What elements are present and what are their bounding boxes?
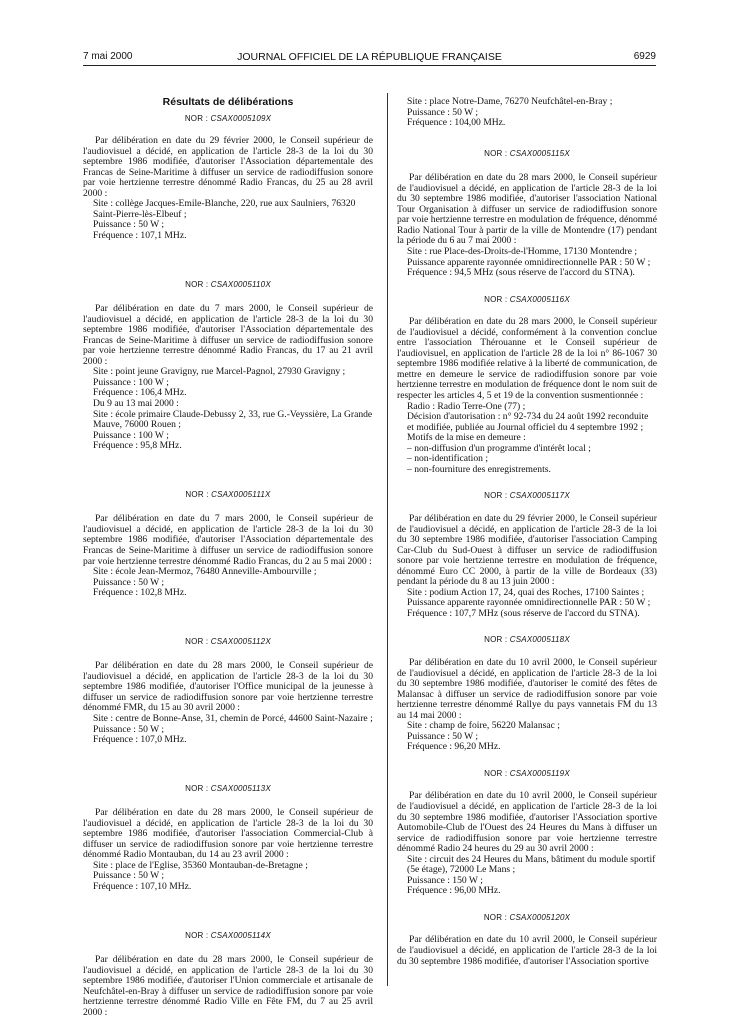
deliberation-entry <box>83 490 373 599</box>
entry-site: Site : circuit des 24 Heures du Mans, bâtiment du module sportif (5e étage), 72000 Le Mans ; <box>407 853 656 876</box>
entry-body: Par délibération en date du 10 avril 2000, le Conseil supérieur de l'audiovisuel a décidé, en application de l'article 28-3 de la loi du 30 septembre 1986 modifiée, d'autoriser le comité des fêtes de Malansac à diffuser un service de radiodiffusion sonore par voie hertzienne terrestre dénommé Rallye du pays vannetais FM du 13 au 14 mai 2000 : <box>397 656 657 721</box>
nor-reference: NOR : CSAX0005117X <box>484 491 570 501</box>
left-column <box>83 97 373 1018</box>
header-rule <box>83 65 656 66</box>
entry-power: Puissance apparente rayonnée omnidirectionnelle PAR : 50 W ; <box>407 256 651 268</box>
deliberation-entry <box>397 149 657 279</box>
entry-power: Puissance : 50 W ; <box>93 870 165 882</box>
entry-site: Site : centre de Bonne-Anse, 31, chemin de Porcé, 44600 Saint-Nazaire ; <box>93 712 373 724</box>
entry-body: Par délibération en date du 7 mars 2000, le Conseil supérieur de l'audiovisuel a décidé, en application de l'article 28-3 de la loi du 30 septembre 1986 modifiée, d'autoriser l'Association départementale des Francas de Seine-Maritime à diffuser un service de radiodiffusion sonore par voie hertzienne terrestre dénommé Radio Francas, du 17 au 21 avril 2000 : <box>83 303 373 367</box>
deliberation-entry <box>83 784 373 893</box>
column-divider <box>387 93 388 986</box>
page-header <box>83 51 656 65</box>
motive-item: – non-identification ; <box>407 453 488 465</box>
nor-reference: NOR : CSAX0005120X <box>483 912 571 922</box>
entry-body: Par délibération en date du 28 mars 2000, le Conseil supérieur de l'audiovisuel a décidé, en application de l'article 28-3 de la loi du 30 septembre 1986 modifiée, d'autoriser l'association National Tour Organisation à diffuser un service de radiodiffusion sonore par voie hertzienne terrestre en modulation de fréquence, dénommé Radio National Tour à partir de la ville de Montendre (17) pendant la période du 6 au 7 mai 2000 : <box>397 172 657 247</box>
deliberation-entry <box>83 114 373 242</box>
entry-radio: Radio : Radio Terre-One (77) ; <box>407 400 526 412</box>
entry-site: Site : podium Action 17, 24, quai des Roches, 17100 Saintes ; <box>407 586 645 598</box>
entry-site: Site : rue Place-des-Droits-de-l'Homme, 17130 Montendre ; <box>407 246 638 258</box>
nor-reference: NOR : CSAX0005114X <box>185 930 271 940</box>
nor-reference: NOR : CSAX0005119X <box>484 768 570 778</box>
page-number: 6929 <box>633 51 656 62</box>
entry-frequency: Fréquence : 107,1 MHz. <box>93 230 187 242</box>
entry-body: Par délibération en date du 28 mars 2000, le Conseil supérieur de l'audiovisuel a décidé, en application de l'article 28-3 de la loi du 30 septembre 1986 modifiée, d'autoriser l'association Commercial-Club à diffuser un service de radiodiffusion sonore par voie hertzienne terrestre dénommé Radio Montauban, du 14 au 23 avril 2000 : <box>83 807 373 861</box>
right-column <box>397 97 657 967</box>
nor-reference: NOR : CSAX0005111X <box>185 489 271 499</box>
entry-power: Puissance : 50 W ; <box>407 730 479 742</box>
entry-body: Par délibération en date du 10 avril 2000, le Conseil supérieur de l'audiovisuel a décidé, en application de l'article 28-3 de la loi du 30 septembre 1986 modifiée, d'autoriser l'Association sportive Automobile-Club de l'Ouest des 24 Heures du Mans à diffuser un service de radiodiffusion sonore par voie hertzienne terrestre dénommé Radio 24 heures du 29 au 30 avril 2000 : <box>397 790 657 855</box>
nor-reference: NOR : CSAX0005109X <box>184 113 272 123</box>
entry-power: Puissance : 150 W ; <box>407 874 483 886</box>
entry-frequency: Fréquence : 104,00 MHz. <box>407 117 506 129</box>
deliberation-entry <box>397 295 657 476</box>
entry-body: Par délibération en date du 28 mars 2000, le Conseil supérieur de l'audiovisuel a décidé, conformément à la convention conclue entre l'association Thérouanne et le Conseil supérieur de l'audiovisuel, en application de l'article 28 de la loi n° 86-1067 30 septembre 1986 modifiée relative à la liberté de communication, de mettre en demeure le service de radiodiffusion sonore par voie hertzienne terrestre en modulation de fréquence dont le nom suit de respecter les articles 4, 5 et 19 de la convention susmentionnée : <box>397 316 657 402</box>
entry-power: Puissance apparente rayonnée omnidirectionnelle PAR : 50 W ; <box>407 597 651 609</box>
entry-body: Par délibération en date du 7 mars 2000, le Conseil supérieur de l'audiovisuel a décidé, en application de l'article 28-3 de la loi du 30 septembre 1986 modifiée, d'autoriser l'Association départementale des Francas de Seine-Maritime à diffuser un service de radiodiffusion sonore par voie hertzienne terrestre dénommé Radio Francas, du 2 au 5 mai 2000 : <box>83 513 373 567</box>
entry-power: Puissance : 100 W ; <box>93 376 169 388</box>
nor-reference: NOR : CSAX0005116X <box>484 294 570 304</box>
issue-date: 7 mai 2000 <box>83 51 133 62</box>
deliberation-entry <box>397 769 657 897</box>
deliberation-entry <box>83 637 373 746</box>
entry-frequency: Fréquence : 96,00 MHz. <box>407 885 501 897</box>
entry-frequency: Fréquence : 95,8 MHz. <box>93 440 182 452</box>
entry-power: Puissance : 50 W ; <box>407 106 479 118</box>
nor-reference: NOR : CSAX0005118X <box>484 635 570 645</box>
entry-site: Site : école Jean-Mermoz, 76480 Anneville-Ambourville ; <box>93 566 317 578</box>
entry-frequency: Fréquence : 107,10 MHz. <box>93 880 192 892</box>
entry-frequency: Fréquence : 106,4 MHz. <box>93 387 187 399</box>
entry-site: Site : champ de foire, 56220 Malansac ; <box>407 720 560 732</box>
entry-frequency: Fréquence : 107,0 MHz. <box>93 734 187 746</box>
deliberation-entry <box>397 913 657 967</box>
entry-site: Site : place Notre-Dame, 76270 Neufchâtel-en-Bray ; <box>407 96 613 107</box>
entry-period: Du 9 au 13 mai 2000 : <box>93 398 179 410</box>
entry-body: Par délibération en date du 29 février 2000, le Conseil supérieur de l'audiovisuel a décidé, en application de l'article 28-3 de la loi du 30 septembre 1986 modifiée, d'autoriser l'association Camping Car-Club du Sud-Ouest à diffuser un service de radiodiffusion sonore par voie hertzienne terrestre en modulation de fréquence, dénommé Euro CC 2000, à partir de la ville de Bordeaux (33) pendant la période du 8 au 13 juin 2000 : <box>397 512 657 588</box>
entry-body: Par délibération en date du 28 mars 2000, le Conseil supérieur de l'audiovisuel a décidé, en application de l'article 28-3 de la loi du 30 septembre 1986 modifiée, d'autoriser l'Union commerciale et artisanale de Neufchâtel-en-Bray à diffuser un service de radiodiffusion sonore par voie hertzienne terrestre dénommé Radio Ville en Fête FM, du 7 au 25 avril 2000 : <box>83 954 373 1018</box>
entry-site: Site : point jeune Gravigny, rue Marcel-Pagnol, 27930 Gravigny ; <box>93 366 346 378</box>
motive-item: – non-diffusion d'un programme d'intérêt local ; <box>407 442 591 454</box>
deliberation-entry <box>397 491 657 619</box>
entry-body: Par délibération en date du 10 avril 2000, le Conseil supérieur de l'audiovisuel a décidé, en application de l'article 28-3 de la loi du 30 septembre 1986 modifiée, d'autoriser l'Association sportive <box>397 934 657 967</box>
nor-reference: NOR : CSAX0005115X <box>484 148 570 158</box>
deliberation-entry <box>83 280 373 452</box>
motive-item: – non-fourniture des enregistrements. <box>407 463 551 475</box>
nor-reference: NOR : CSAX0005110X <box>185 279 271 289</box>
entry-frequency: Fréquence : 94,5 MHz (sous réserve de l'accord du STNA). <box>407 267 635 279</box>
entry-motives: Motifs de la mise en demeure : <box>407 432 526 444</box>
entry-frequency: Fréquence : 96,20 MHz. <box>407 741 501 753</box>
entry-decision: Décision d'autorisation : n° 92-734 du 24 août 1992 reconduite et modifiée, publiée au Journal officiel du 4 septembre 1992 ; <box>407 411 649 433</box>
section-title: Résultats de délibérations <box>162 96 294 108</box>
entry-body: Par délibération en date du 29 février 2000, le Conseil supérieur de l'audiovisuel a décidé, en application de l'article 28-3 de la loi du 30 septembre 1986 modifiée, d'autoriser l'Association départementale des Francas de Seine-Maritime à diffuser un service de radiodiffusion sonore par voie hertzienne terrestre dénommé Radio Francas, du 25 au 28 avril 2000 : <box>83 135 373 199</box>
deliberation-entry <box>83 931 373 1018</box>
entry-power: Puissance : 50 W ; <box>93 723 165 735</box>
entry-site: Site : école primaire Claude-Debussy 2, 33, rue G.-Veyssière, La Grande Mauve, 76000 Rouen ; <box>93 408 373 431</box>
entry-frequency: Fréquence : 102,8 MHz. <box>93 587 187 599</box>
entry-body: Par délibération en date du 28 mars 2000, le Conseil supérieur de l'audiovisuel a décidé, en application de l'article 28-3 de la loi du 30 septembre 1986 modifiée, d'autoriser l'Office municipal de la jeunesse à diffuser un service de radiodiffusion sonore par voie hertzienne terrestre dénommé FMR, du 15 au 30 avril 2000 : <box>83 660 373 714</box>
journal-title: JOURNAL OFFICIEL DE LA RÉPUBLIQUE FRANÇAISE <box>237 51 502 63</box>
entry-frequency: Fréquence : 107,7 MHz (sous réserve de l'accord du STNA). <box>407 607 640 619</box>
entry-power: Puissance : 50 W ; <box>93 219 165 231</box>
nor-reference: NOR : CSAX0005112X <box>185 636 271 646</box>
entry-site: Site : place de l'Eglise, 35360 Montauban-de-Bretagne ; <box>93 859 308 871</box>
entry-power: Puissance : 100 W ; <box>93 429 169 441</box>
nor-reference: NOR : CSAX0005113X <box>185 783 271 793</box>
entry-power: Puissance : 50 W ; <box>93 576 165 588</box>
entry-site: Site : collège Jacques-Emile-Blanche, 220, rue aux Saulniers, 76320 Saint-Pierre-lès-Elbeuf ; <box>93 198 356 220</box>
deliberation-entry <box>397 635 657 752</box>
